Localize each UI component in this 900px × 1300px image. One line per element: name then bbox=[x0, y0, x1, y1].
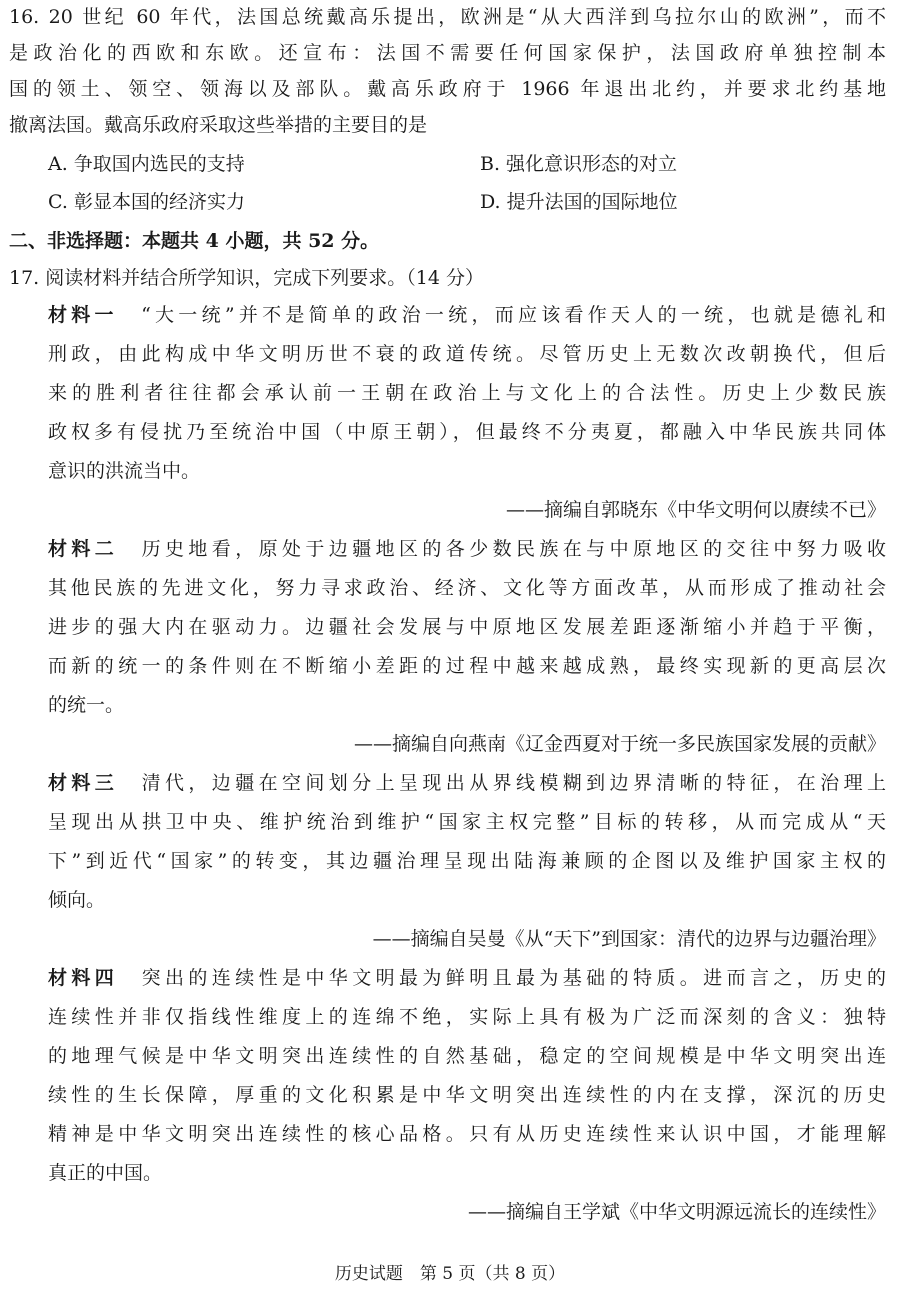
q16-stem-line: 16. 20 世纪 60 年代，法国总统戴高乐提出，欧洲是“从大西洋到乌拉尔山的欧洲”，而不 bbox=[9, 6, 886, 28]
material-line: 下”到近代“国家”的转变，其边疆治理呈现出陆海兼顾的企图以及维护国家主权的 bbox=[48, 850, 886, 872]
option-b: B. 强化意识形态的对立 bbox=[480, 153, 678, 175]
material-text: 突出的连续性是中华文明最为鲜明且最为基础的特质。进而言之，历史的 bbox=[141, 967, 886, 989]
material-text: 清代，边疆在空间划分上呈现出从界线模糊到边界清晰的特征，在治理上 bbox=[141, 772, 886, 794]
material-line: 来的胜利者往往都会承认前一王朝在政治上与文化上的合法性。历史上少数民族 bbox=[48, 382, 886, 404]
material-line bbox=[0, 300, 900, 327]
material-line: 呈现出从拱卫中央、维护统治到维护“国家主权完整”目标的转移，从而完成从“天 bbox=[48, 811, 886, 833]
material-label: 材料三 bbox=[48, 772, 119, 794]
page-footer: 历史试题 第 5 页（共 8 页） bbox=[334, 1264, 566, 1284]
material-line: 的地理气候是中华文明突出连续性的自然基础，稳定的空间规模是中华文明突出连 bbox=[48, 1045, 886, 1067]
material-line: 真正的中国。 bbox=[48, 1162, 163, 1184]
material-text: 历史地看，原处于边疆地区的各少数民族在与中原地区的交往中努力吸收 bbox=[141, 538, 886, 560]
material-line: 续性的生长保障，厚重的文化积累是中华文明突出连续性的内在支撑，深沉的历史 bbox=[48, 1084, 886, 1106]
material-line: 而新的统一的条件则在不断缩小差距的过程中越来越成熟，最终实现新的更高层次 bbox=[48, 655, 886, 677]
material-label: 材料一 bbox=[48, 304, 118, 326]
material-line: 政权多有侵扰乃至统治中国（中原王朝），但最终不分夷夏，都融入中华民族共同体 bbox=[48, 421, 886, 443]
material-label: 材料四 bbox=[48, 967, 119, 989]
q16-stem-line: 国的领土、领空、领海以及部队。戴高乐政府于 1966 年退出北约，并要求北约基地 bbox=[9, 78, 886, 100]
option-c: C. 彰显本国的经济实力 bbox=[48, 191, 245, 213]
material-line bbox=[0, 963, 900, 990]
material-line: 精神是中华文明突出连续性的核心品格。只有从历史连续性来认识中国，才能理解 bbox=[48, 1123, 886, 1145]
material-line: 意识的洪流当中。 bbox=[48, 460, 201, 482]
section-heading: 二、非选择题：本题共 4 小题，共 52 分。 bbox=[9, 230, 380, 252]
q16-stem-line: 撤离法国。戴高乐政府采取这些举措的主要目的是 bbox=[9, 114, 428, 136]
material-source: ——摘编自向燕南《辽金西夏对于统一多民族国家发展的贡献》 bbox=[353, 733, 886, 755]
material-line: 的统一。 bbox=[48, 694, 125, 716]
option-a: A. 争取国内选民的支持 bbox=[48, 153, 245, 175]
material-source: ——摘编自吴曼《从“天下”到国家：清代的边界与边疆治理》 bbox=[372, 928, 886, 950]
material-line: 刑政，由此构成中华文明历世不衰的政道传统。尽管历史上无数次改朝换代，但后 bbox=[48, 343, 886, 365]
material-source: ——摘编自郭晓东《中华文明何以赓续不已》 bbox=[505, 499, 886, 521]
option-d: D. 提升法国的国际地位 bbox=[480, 191, 678, 213]
material-line bbox=[0, 534, 900, 561]
material-source: ——摘编自王学斌《中华文明源远流长的连续性》 bbox=[467, 1201, 886, 1223]
q17-stem: 17. 阅读材料并结合所学知识，完成下列要求。（14 分） bbox=[9, 267, 484, 289]
material-line: 倾向。 bbox=[48, 889, 106, 911]
material-label: 材料二 bbox=[48, 538, 119, 560]
q16-stem-line: 是政治化的西欧和东欧。还宣布：法国不需要任何国家保护，法国政府单独控制本 bbox=[9, 42, 886, 64]
material-text: “大一统”并不是简单的政治一统，而应该看作天人的一统，也就是德礼和 bbox=[141, 304, 886, 326]
material-line: 进步的强大内在驱动力。边疆社会发展与中原地区发展差距逐渐缩小并趋于平衡， bbox=[48, 616, 886, 638]
material-line bbox=[0, 768, 900, 795]
material-line: 其他民族的先进文化，努力寻求政治、经济、文化等方面改革，从而形成了推动社会 bbox=[48, 577, 886, 599]
material-line: 连续性并非仅指线性维度上的连绵不绝，实际上具有极为广泛而深刻的含义：独特 bbox=[48, 1006, 886, 1028]
